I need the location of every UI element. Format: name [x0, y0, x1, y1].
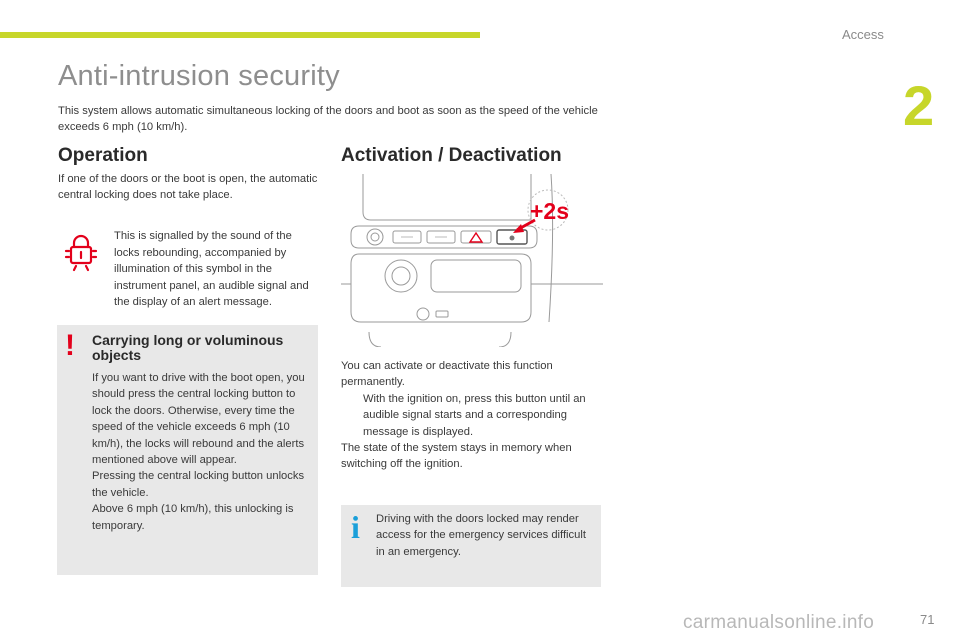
intro-paragraph: This system allows automatic simultaneous locking of the doors and boot as soon as the speed of the vehicle exceeds 6 mph (10 km/h). — [58, 105, 598, 133]
activation-memory-text: The state of the system stays in memory when switching off the ignition. — [341, 442, 572, 471]
section-label: Access — [842, 27, 884, 42]
warning-text: If you want to drive with the boot open, you should press the central locking button to lock the doors. Otherwise, every time the speed of the vehicle exceeds 6 mph (10 km/h), the locks will rebound and the alerts mentioned above will appear. Pressing the central locking button unlocks the vehicle. Above 6 mph (10 km/h), this unlocking is temporary. — [92, 372, 305, 532]
activation-bullet-text: With the ignition on, press this button until an audible signal starts and a corresponding message is displayed. — [363, 392, 586, 438]
hold-duration-label: +2s — [530, 198, 570, 224]
activation-bullet — [341, 391, 603, 440]
operation-text: If one of the doors or the boot is open, the automatic central locking does not take place. — [58, 173, 318, 201]
page-title: Anti-intrusion security — [58, 60, 340, 92]
info-icon: i — [351, 509, 360, 545]
info-box — [341, 505, 601, 587]
operation-signal-text: This is signalled by the sound of the locks rebounding, accompanied by illumination of this symbol in the instrument panel, an audible signal and the display of an alert message. — [114, 230, 309, 309]
activation-heading: Activation / Deactivation — [341, 145, 562, 166]
info-text: Driving with the doors locked may render access for the emergency services difficult in an emergency. — [376, 513, 586, 558]
activation-text — [341, 358, 603, 473]
operation-heading: Operation — [58, 145, 148, 166]
bullet-arrow-icon — [341, 391, 363, 440]
warning-box — [57, 325, 318, 575]
warning-exclamation-icon: ! — [65, 329, 75, 362]
activation-intro: You can activate or deactivate this function permanently. — [341, 360, 553, 389]
lock-warning-icon — [64, 233, 98, 273]
header-accent-bar — [0, 32, 480, 38]
watermark: carmanualsonline.info — [683, 612, 875, 633]
chapter-number: 2 — [903, 74, 935, 137]
warning-title: Carrying long or voluminous objects — [92, 332, 284, 363]
page-number: 71 — [920, 612, 935, 627]
